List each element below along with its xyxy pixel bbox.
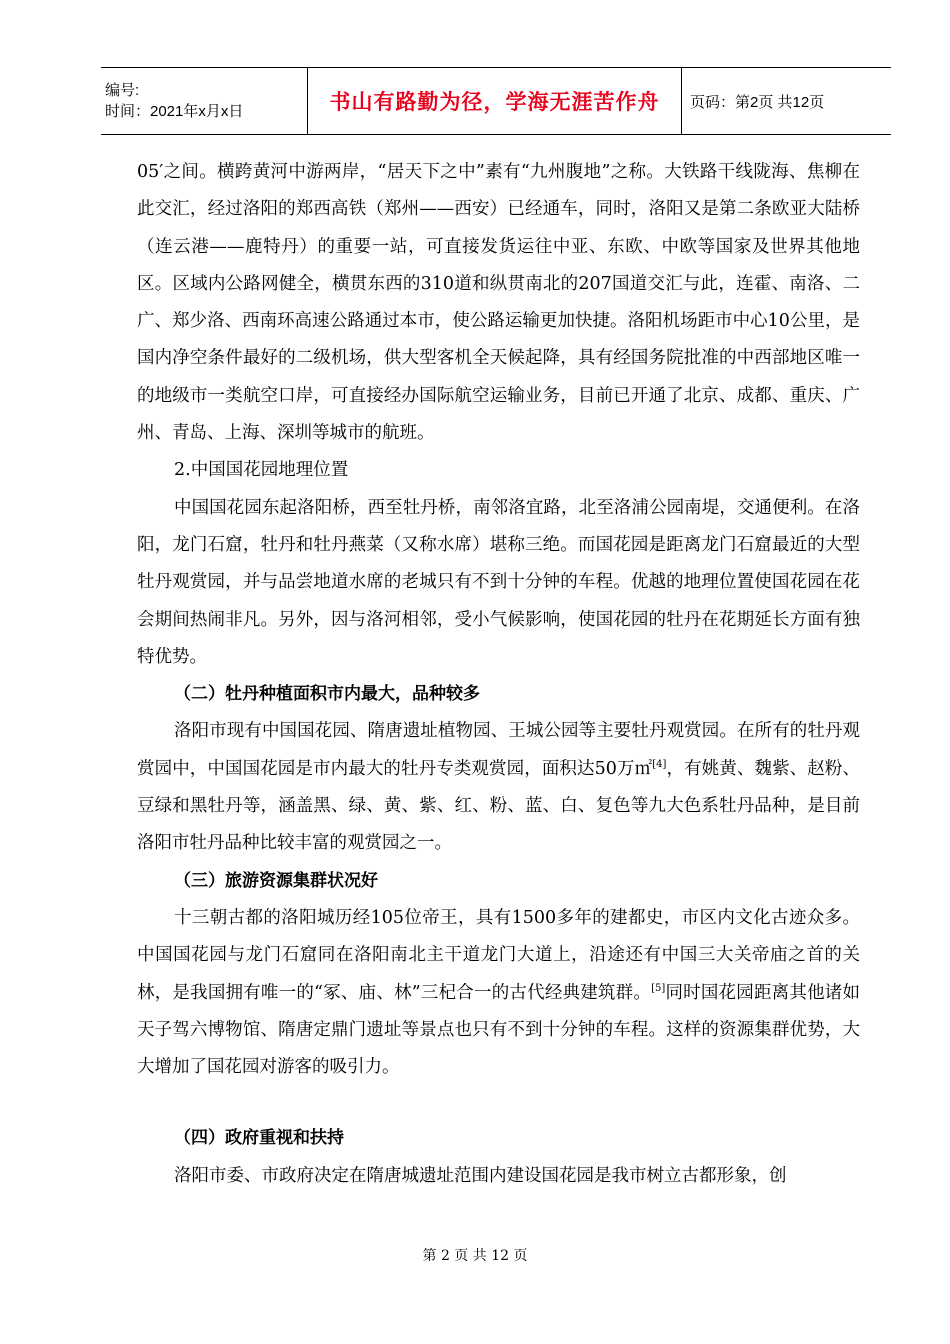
section-heading-4: （四）政府重视和扶持 xyxy=(174,1128,344,1149)
paragraph-tourism-cluster xyxy=(137,900,860,1086)
header-motto: 书山有路勤为径，学海无涯苦作舟 xyxy=(329,90,660,114)
header-meta-cell xyxy=(101,68,308,135)
paragraph-gap xyxy=(137,1086,860,1120)
paragraph-peony-area-text-a: 洛阳市现有中国国花园、隋唐遗址植物园、王城公园等主要牡丹观赏园。在所有的牡丹观赏园中，中国国花园是市内最大的牡丹专类观赏园，面积达50万㎡ xyxy=(137,721,860,779)
subheading-location: 2.中国国花园地理位置 xyxy=(174,460,349,481)
paragraph-tourism-cluster-text-b: 同时国花园距离其他诸如天子驾六博物馆、隋唐定鼎门遗址等景点也只有不到十分钟的车程。这样的资源集群优势，大大增加了国花园对游客的吸引力。 xyxy=(137,982,860,1078)
header-motto-cell xyxy=(308,68,682,135)
document-body xyxy=(137,154,860,1195)
citation-4: [4] xyxy=(652,758,667,770)
paragraph-transport: 05′之间。横跨黄河中游两岸，“居天下之中”素有“九州腹地”之称。大铁路干线陇海、焦柳在此交汇，经过洛阳的郑西高铁（郑州——西安）已经通车，同时，洛阳又是第二条欧亚大陆桥（连云港——鹿特丹）的重要一站，可直接发货运往中亚、东欧、中欧等国家及世界其他地区。区域内公路网健全，横贯东西的310道和纵贯南北的207国道交汇与此，连霍、南洛、二广、郑少洛、西南环高速公路通过本市，使公路运输更加快捷。洛阳机场距市中心10公里，是国内净空条件最好的二级机场，供大型客机全天候起降，具有经国务院批准的中西部地区唯一的地级市一类航空口岸，可直接经办国际航空运输业务，目前已开通了北京、成都、重庆、广州、青岛、上海、深圳等城市的航班。 xyxy=(137,162,860,444)
paragraph-peony-area-text-b: ，有姚黄、魏紫、赵粉、豆绿和黑牡丹等，涵盖黑、绿、黄、紫、红、粉、蓝、白、复色等九大色系牡丹品种，是目前洛阳市牡丹品种比较丰富的观赏园之一。 xyxy=(137,758,860,854)
header-number-label: 编号: xyxy=(105,82,140,99)
section-heading-2: （二）牡丹种植面积市内最大，品种较多 xyxy=(174,684,480,705)
paragraph-location: 中国国花园东起洛阳桥，西至牡丹桥，南邻洛宜路，北至洛浦公园南堤，交通便利。在洛阳，龙门石窟，牡丹和牡丹燕菜（又称水席）堪称三绝。而国花园是距离龙门石窟最近的大型牡丹观赏园，并与品尝地道水席的老城只有不到十分钟的车程。优越的地理位置使国花园在花会期间热闹非凡。另外，因与洛河相邻，受小气候影响，使国花园的牡丹在花期延长方面有独特优势。 xyxy=(137,497,860,667)
header-time-label: 时间：2021年x月x日 xyxy=(105,103,244,120)
paragraph-government: 洛阳市委、市政府决定在隋唐城遗址范围内建设国花园是我市树立古都形象，创 xyxy=(174,1165,787,1186)
paragraph-peony-area xyxy=(137,713,860,862)
header-page-info: 页码：第2页 共12页 xyxy=(690,93,825,111)
citation-5: [5] xyxy=(651,982,666,994)
header-page-cell xyxy=(682,68,892,135)
document-header xyxy=(101,67,891,135)
section-heading-3: （三）旅游资源集群状况好 xyxy=(174,870,378,891)
paragraph-tourism-cluster-text-a: 十三朝古都的洛阳城历经105位帝王，具有1500多年的建都史，市区内文化古迹众多。中国国花园与龙门石窟同在洛阳南北主干道龙门大道上，沿途还有中国三大关帝庙之首的关林，是我国拥有唯一的“冢、庙、林”三杞合一的古代经典建筑群。 xyxy=(137,907,860,1003)
page-footer: 第 2 页 共 12 页 xyxy=(422,1248,528,1264)
